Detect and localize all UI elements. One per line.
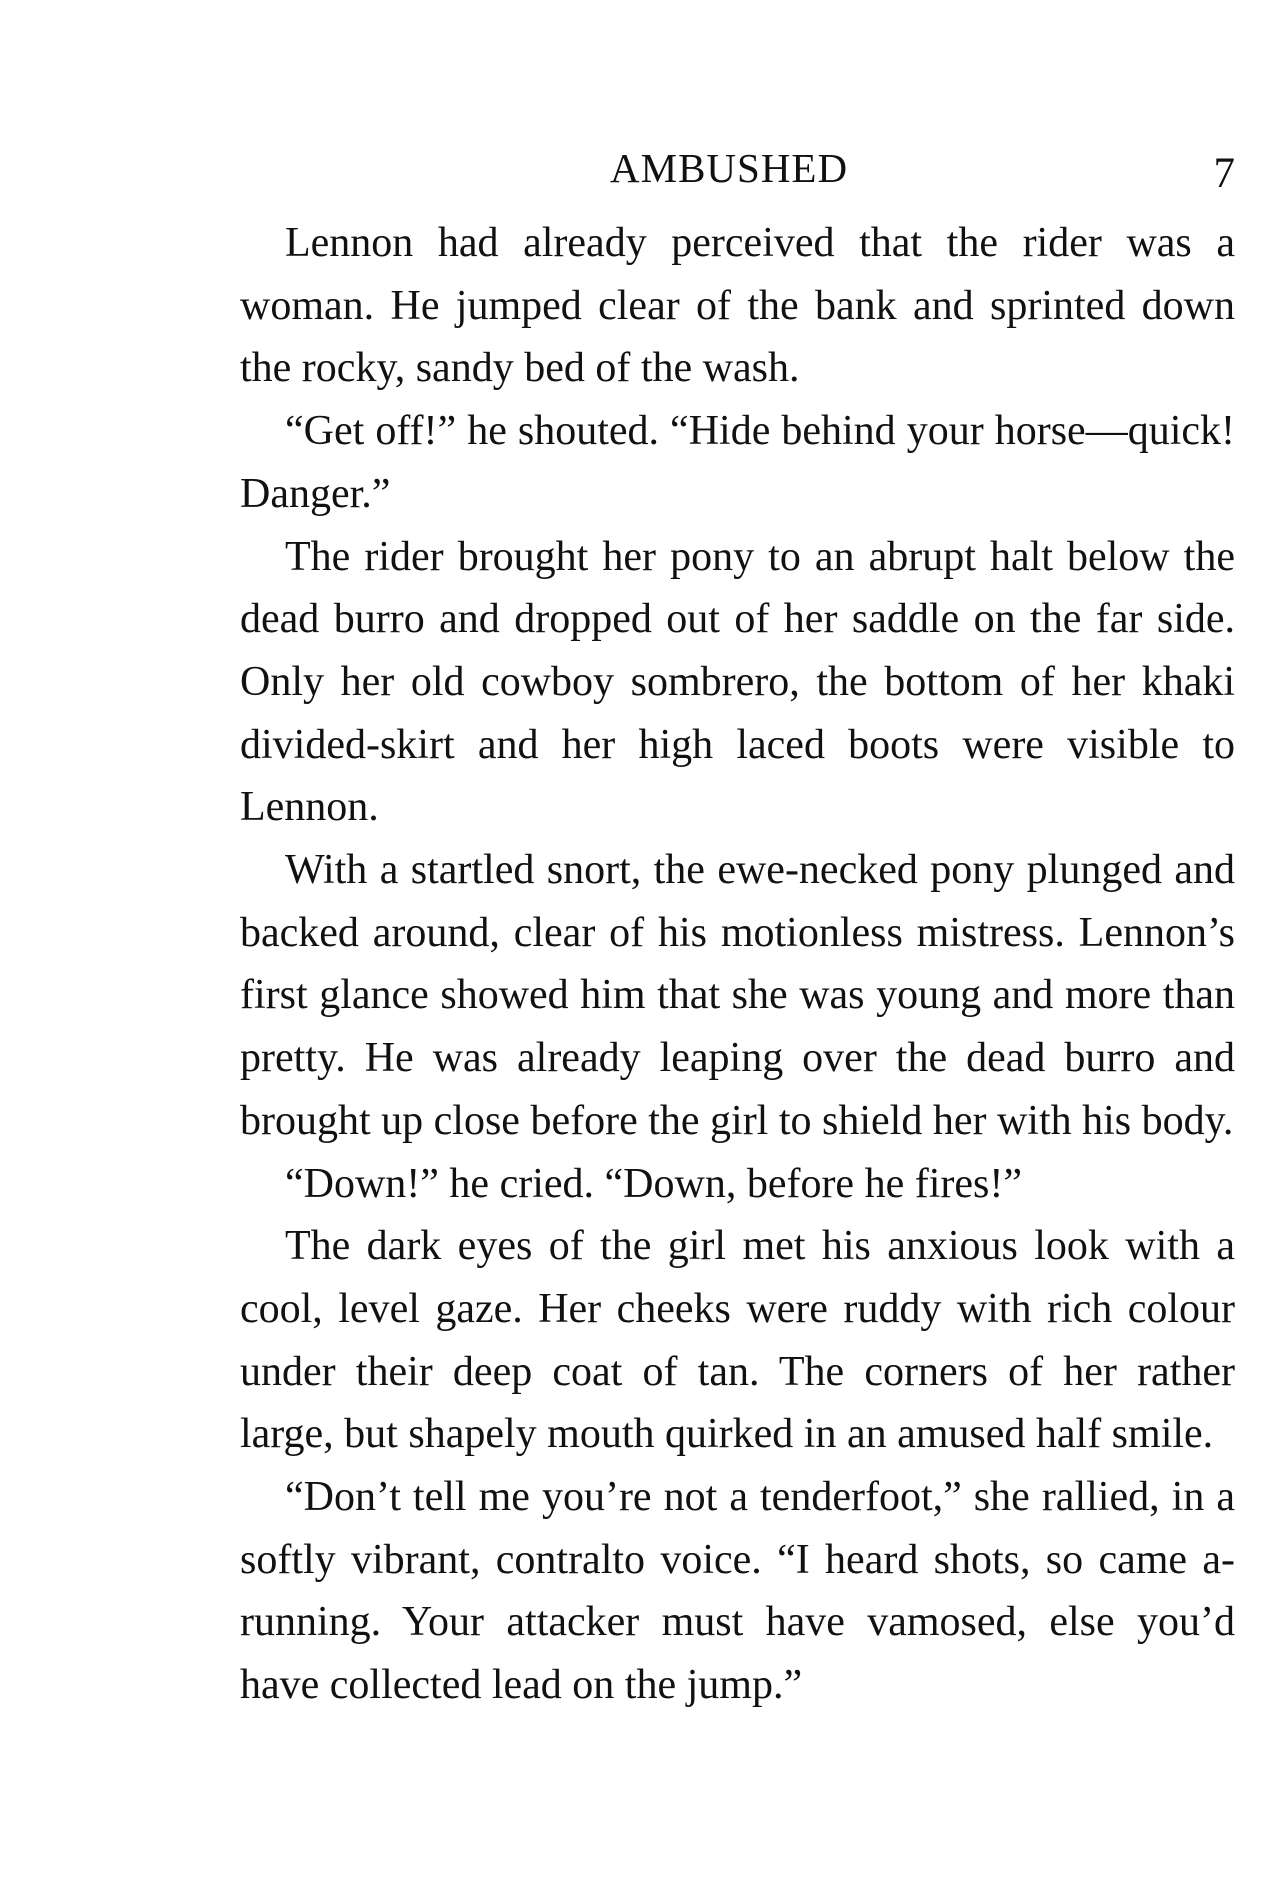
paragraph: The dark eyes of the girl met his anxious look with a cool, level gaze. Her cheeks were ruddy with rich colour under their deep coat of tan. The corners of her rather large, but shapely mouth quirked in an amused half smile. — [240, 1223, 1235, 1458]
paragraph: “Down!” he cried. “Down, before he fires!” — [285, 1160, 1022, 1207]
paragraph: The rider brought her pony to an abrupt halt below the dead burro and dropped out of her saddle on the far side. Only her old cowboy sombrero, the bottom of her khaki divided-skirt and her high laced boots were visible to Lennon. — [240, 533, 1235, 831]
chapter-title: AMBUSHED — [610, 145, 849, 191]
paragraph: “Don’t tell me you’re not a tenderfoot,” she rallied, in a softly vibrant, contralto voice. “I heard shots, so came a-running. Your attacker must have vamosed, else you’d have collected lead on the jump.” — [240, 1474, 1235, 1709]
body-text — [240, 212, 1235, 1717]
running-head — [240, 138, 1235, 198]
paragraph: “Get off!” he shouted. “Hide behind your horse—quick! Danger.” — [240, 408, 1235, 517]
paragraph: With a startled snort, the ewe-necked pony plunged and backed around, clear of his motionless mistress. Lennon’s first glance showed him that she was young and more than pretty. He was already leaping over the dead burro and brought up close before the girl to shield her with his body. — [240, 847, 1235, 1144]
paragraph: Lennon had already perceived that the rider was a woman. He jumped clear of the bank and sprinted down the rocky, sandy bed of the wash. — [240, 220, 1235, 392]
page-number: 7 — [1213, 150, 1235, 197]
